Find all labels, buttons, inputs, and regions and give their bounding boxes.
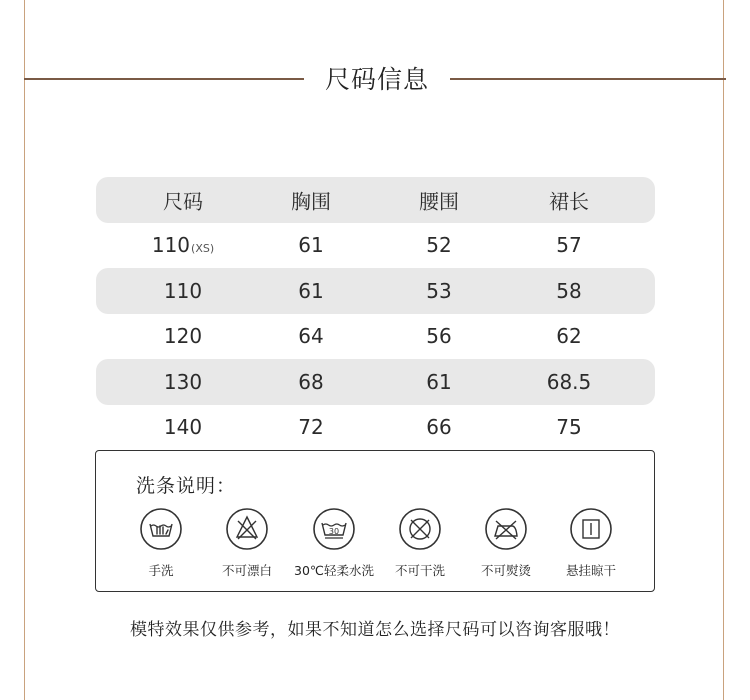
size-cell: 120 — [163, 324, 203, 349]
care-label: 手洗 — [148, 563, 174, 578]
header-length: 裙长 — [549, 189, 589, 214]
care-title: 洗条说明： — [136, 475, 237, 497]
care-item — [202, 507, 292, 579]
care-instructions-box — [95, 450, 655, 592]
care-label: 不可漂白 — [221, 563, 272, 578]
wash-temp-label: 30 — [328, 527, 340, 536]
section-title: 尺码信息 — [324, 65, 429, 94]
length-cell: 62 — [556, 324, 582, 349]
table-row — [96, 405, 655, 451]
care-label: 悬挂晾干 — [565, 563, 616, 578]
care-item — [461, 507, 551, 579]
footnote: 模特效果仅供参考，如果不知道怎么选择尺码可以咨询客服哦！ — [130, 620, 620, 640]
care-item — [546, 507, 636, 579]
table-row — [96, 359, 655, 405]
care-item — [116, 507, 206, 579]
care-label: 30℃轻柔水洗 — [294, 563, 374, 578]
size-cell: 110 — [163, 278, 203, 303]
size-cell: 130 — [163, 369, 203, 394]
title-divider-right — [450, 78, 726, 80]
care-item — [289, 507, 379, 579]
hang-dry-icon — [569, 507, 613, 551]
size-note: (XS) — [191, 242, 215, 256]
size-cell: 140 — [163, 415, 203, 440]
section-header — [24, 58, 726, 102]
chest-cell: 64 — [298, 324, 324, 349]
chest-cell: 61 — [298, 233, 324, 258]
gentle-wash-30-icon — [312, 507, 356, 551]
waist-cell: 61 — [426, 369, 452, 394]
length-cell: 58 — [556, 278, 582, 303]
waist-cell: 52 — [426, 233, 452, 258]
waist-cell: 53 — [426, 278, 452, 303]
chest-cell: 72 — [298, 415, 324, 440]
length-cell: 57 — [556, 233, 582, 258]
chest-cell: 68 — [298, 369, 324, 394]
care-label: 不可熨烫 — [480, 563, 531, 578]
table-row — [96, 223, 655, 269]
table-header-row — [96, 177, 655, 223]
length-cell: 68.5 — [546, 369, 592, 394]
table-row — [96, 314, 655, 360]
size-cell — [128, 233, 238, 257]
length-cell: 75 — [556, 415, 582, 440]
no-iron-icon — [484, 507, 528, 551]
care-icon-row — [116, 507, 636, 587]
header-chest: 胸围 — [291, 189, 331, 214]
header-waist: 腰围 — [419, 189, 459, 214]
waist-cell: 66 — [426, 415, 452, 440]
waist-cell: 56 — [426, 324, 452, 349]
size-table — [96, 177, 655, 450]
title-divider-left — [24, 78, 304, 80]
hand-wash-icon — [139, 507, 183, 551]
chest-cell: 61 — [298, 278, 324, 303]
header-size: 尺码 — [163, 189, 203, 214]
no-bleach-icon — [225, 507, 269, 551]
care-label: 不可干洗 — [394, 563, 445, 578]
table-row — [96, 268, 655, 314]
no-dry-clean-icon — [398, 507, 442, 551]
care-item — [375, 507, 465, 579]
size-value: 110 — [151, 233, 191, 258]
